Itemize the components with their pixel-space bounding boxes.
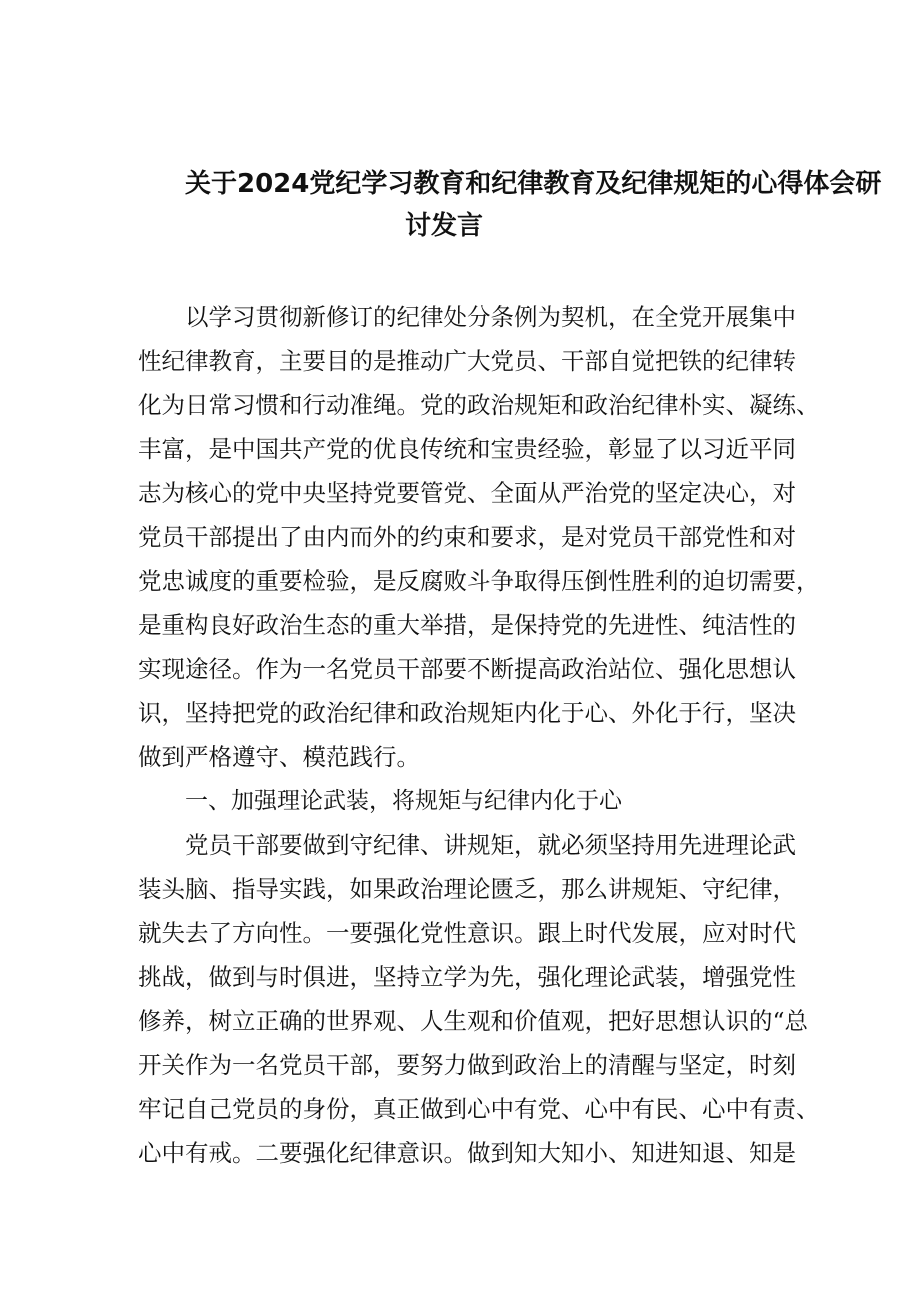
paragraph-1-line-11: 做到严格遵守、模范践行。 bbox=[138, 743, 420, 771]
paragraph-2-line-7: 牢记自己党员的身份，真正做到心中有党、心中有民、心中有责、 bbox=[138, 1095, 820, 1123]
paragraph-1-line-4: 丰富，是中国共产党的优良传统和宝贵经验，彰显了以习近平同 bbox=[138, 435, 796, 463]
paragraph-1-line-9: 实现途径。作为一名党员干部要不断提高政治站位、强化思想认 bbox=[138, 655, 796, 683]
paragraph-1-line-3: 化为日常习惯和行动准绳。党的政治规矩和政治纪律朴实、凝练、 bbox=[138, 391, 820, 419]
paragraph-1-line-1: 以学习贯彻新修订的纪律处分条例为契机，在全党开展集中 bbox=[185, 303, 796, 331]
paragraph-2-line-4: 挑战，做到与时俱进，坚持立学为先，强化理论武装，增强党性 bbox=[138, 963, 796, 991]
paragraph-2-line-1: 党员干部要做到守纪律、讲规矩，就必须坚持用先进理论武 bbox=[185, 831, 796, 859]
paragraph-1-line-5: 志为核心的党中央坚持党要管党、全面从严治党的坚定决心，对 bbox=[138, 479, 796, 507]
paragraph-2-line-2: 装头脑、指导实践，如果政治理论匮乏，那么讲规矩、守纪律， bbox=[138, 875, 796, 903]
paragraph-2-line-8: 心中有戒。二要强化纪律意识。做到知大知小、知进知退、知是 bbox=[138, 1139, 796, 1167]
section-1-heading: 一、加强理论武装，将规矩与纪律内化于心 bbox=[185, 788, 622, 814]
document-title-line-1: 关于2024党纪学习教育和纪律教育及纪律规矩的心得体会研 bbox=[185, 169, 882, 199]
paragraph-1-line-10: 识，坚持把党的政治纪律和政治规矩内化于心、外化于行，坚决 bbox=[138, 699, 796, 727]
paragraph-2-line-5: 修养，树立正确的世界观、人生观和价值观，把好思想认识的“总 bbox=[138, 1007, 809, 1035]
document-title-line-2: 讨发言 bbox=[405, 211, 484, 241]
paragraph-1-line-2: 性纪律教育，主要目的是推动广大党员、干部自觉把铁的纪律转 bbox=[138, 347, 796, 375]
paragraph-1-line-6: 党员干部提出了由内而外的约束和要求，是对党员干部党性和对 bbox=[138, 523, 796, 551]
paragraph-2-line-6: 开关作为一名党员干部，要努力做到政治上的清醒与坚定，时刻 bbox=[138, 1051, 796, 1079]
paragraph-1-line-7: 党忠诚度的重要检验，是反腐败斗争取得压倒性胜利的迫切需要， bbox=[138, 567, 820, 595]
paragraph-1-line-8: 是重构良好政治生态的重大举措，是保持党的先进性、纯洁性的 bbox=[138, 611, 796, 639]
paragraph-2-line-3: 就失去了方向性。一要强化党性意识。跟上时代发展，应对时代 bbox=[138, 919, 796, 947]
